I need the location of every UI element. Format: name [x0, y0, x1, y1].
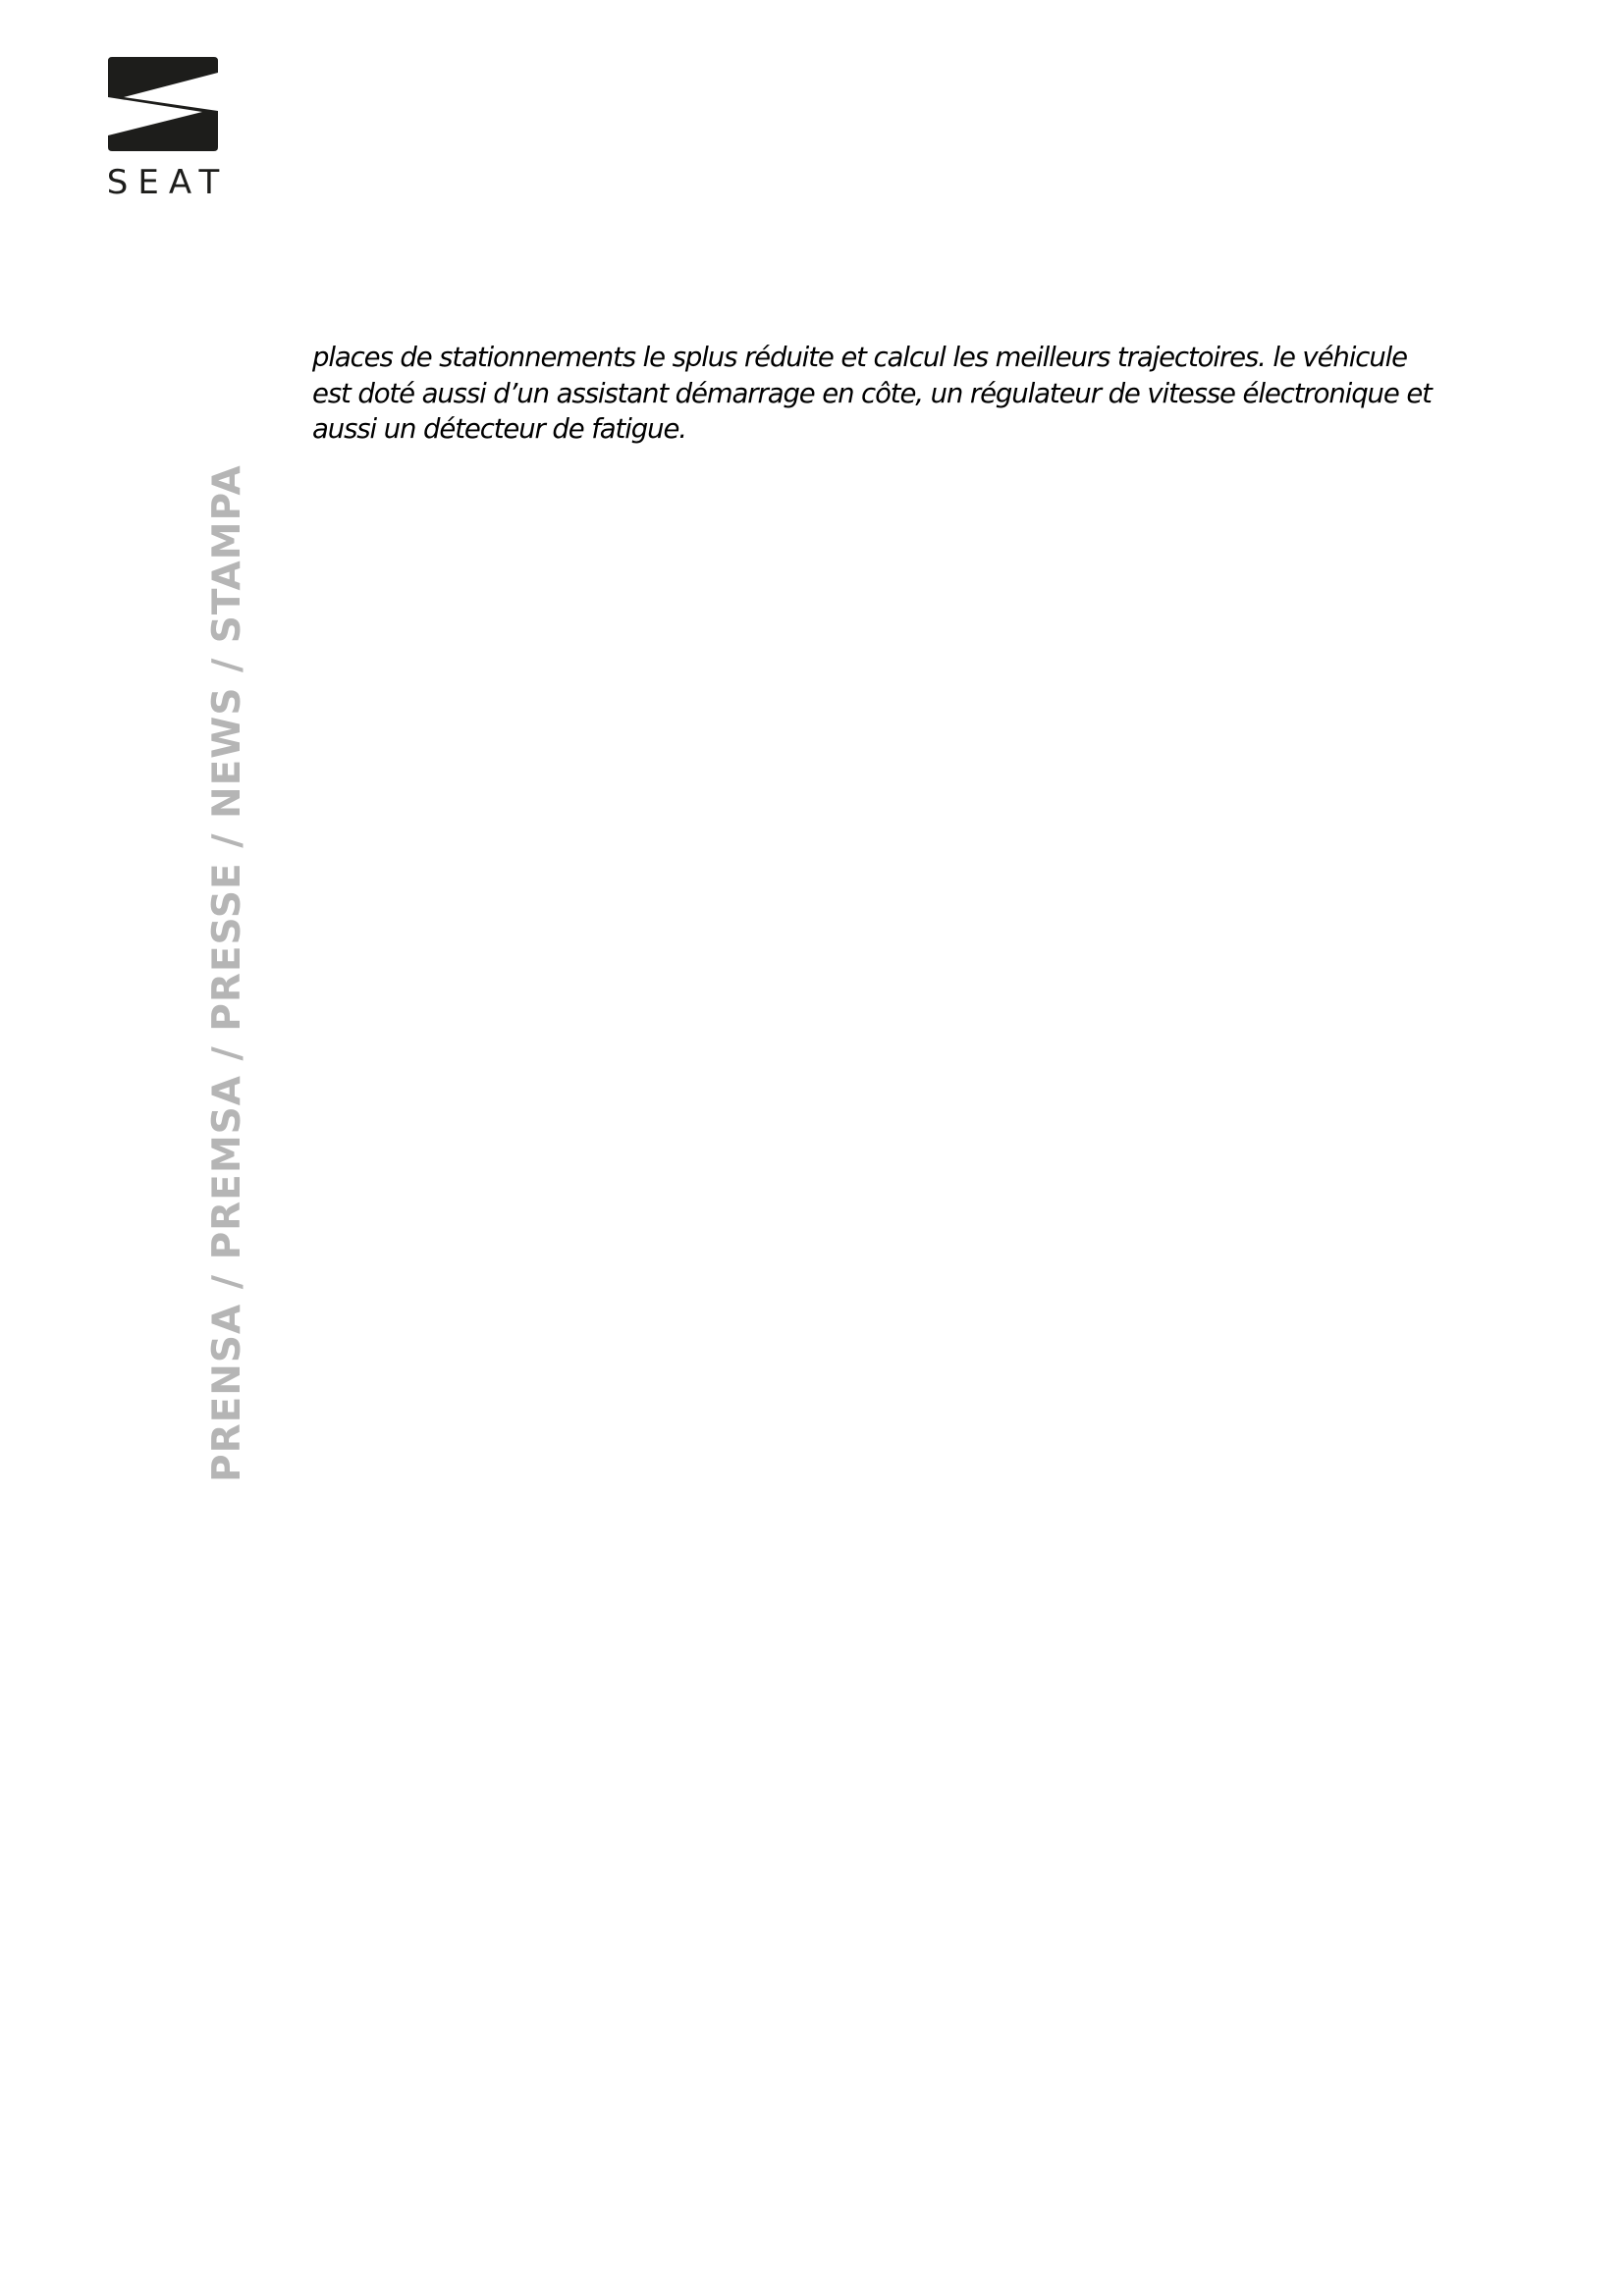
- press-side-label: PRENSA / PREMSA / PRESSE / NEWS / STAMPA: [205, 464, 249, 1482]
- logo-wordmark: SEAT: [106, 163, 230, 202]
- body-paragraph: places de stationnements le splus réduite et calcul les meilleurs trajectoires. le véhicule est doté aussi d’un assistant démarrage en côte, un régulateur de vitesse électronique et aussi un détecteur de fatigue.: [312, 342, 1432, 445]
- seat-logo: [73, 53, 253, 202]
- seat-logo-icon: [73, 53, 253, 155]
